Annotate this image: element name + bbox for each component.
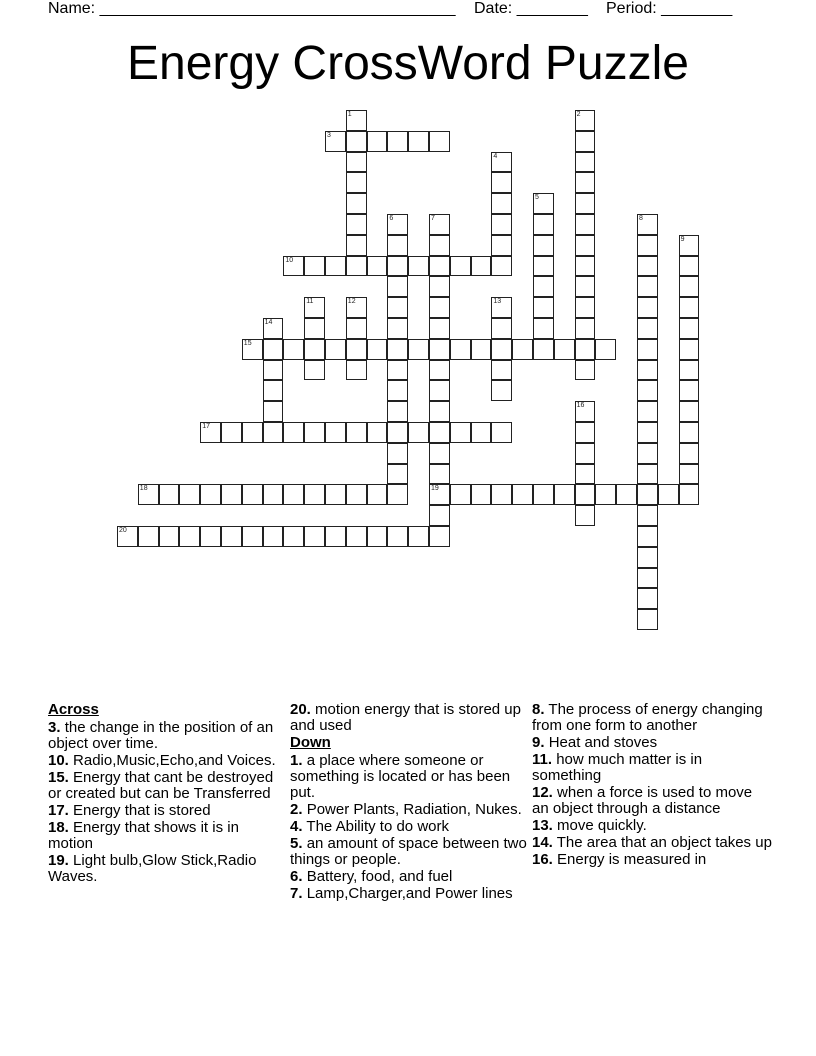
grid-cell[interactable] [283,526,304,547]
grid-cell[interactable] [408,131,429,152]
grid-cell[interactable] [387,526,408,547]
grid-cell[interactable] [138,526,159,547]
grid-cell[interactable] [304,484,325,505]
grid-cell[interactable] [263,401,284,422]
cell-number: 19 [431,485,439,493]
grid-cell[interactable] [637,214,658,235]
down-heading: Down [290,734,331,751]
grid-cell[interactable] [595,484,616,505]
page-title: Energy CrossWord Puzzle [127,37,689,90]
grid-cell[interactable] [491,339,512,360]
clue-across-19: 19. Light bulb,Glow Stick,Radio Waves. [48,852,257,885]
grid-cell[interactable] [637,380,658,401]
clue-across-10: 10. Radio,Music,Echo,and Voices. [48,752,276,769]
grid-cell[interactable] [429,422,450,443]
cell-number: 18 [139,485,148,493]
grid-cell[interactable] [179,484,200,505]
grid-cell[interactable] [491,380,512,401]
cell-number: 2 [576,111,581,118]
grid-cell[interactable] [367,131,388,152]
grid-cell[interactable] [533,339,554,360]
grid-cell[interactable] [325,131,346,152]
clue-column-2 [290,702,530,903]
grid-cell[interactable] [658,484,679,505]
grid-cell[interactable] [429,131,450,152]
grid-cell[interactable] [159,484,180,505]
grid-cell[interactable] [408,339,429,360]
grid-cell[interactable] [346,214,367,235]
grid-cell[interactable] [304,422,325,443]
grid-cell[interactable] [679,235,700,256]
grid-cell[interactable] [533,318,554,339]
grid-cell[interactable] [575,443,596,464]
grid-cell[interactable] [242,422,263,443]
grid-cell[interactable] [304,339,325,360]
clue-down-14: 14. The area that an object takes up [532,834,772,851]
grid-cell[interactable] [159,526,180,547]
clue-down-1: 1. a place where someone or something is located or has been put. [290,752,511,801]
grid-cell[interactable] [679,380,700,401]
grid-cell[interactable] [637,505,658,526]
cell-number: 16 [576,402,585,410]
grid-cell[interactable] [637,401,658,422]
grid-cell[interactable] [408,422,429,443]
clue-down-7: 7. Lamp,Charger,and Power lines [290,885,513,902]
grid-cell[interactable] [387,276,408,297]
grid-cell[interactable] [387,484,408,505]
grid-cell[interactable] [263,526,284,547]
grid-cell[interactable] [408,256,429,277]
cell-number: 14 [264,319,273,326]
grid-cell[interactable] [679,339,700,360]
grid-cell[interactable] [346,484,367,505]
grid-cell[interactable] [387,464,408,485]
grid-cell[interactable] [429,464,450,485]
grid-cell[interactable] [637,235,658,256]
clue-column-3 [532,702,772,869]
grid-cell[interactable] [575,235,596,256]
grid-cell[interactable] [346,422,367,443]
grid-cell[interactable] [346,110,367,131]
cell-number: 10 [285,256,294,264]
grid-cell[interactable] [367,422,388,443]
grid-cell[interactable] [429,401,450,422]
grid-cell[interactable] [533,235,554,256]
clue-across-18: 18. Energy that shows it is in motion [48,819,239,852]
grid-cell[interactable] [512,484,533,505]
grid-cell[interactable] [533,297,554,318]
grid-cell[interactable] [679,360,700,381]
grid-cell[interactable] [679,318,700,339]
grid-cell[interactable] [387,235,408,256]
grid-cell[interactable] [533,193,554,214]
grid-cell[interactable] [450,256,471,277]
clue-down-13: 13. move quickly. [532,817,647,834]
grid-cell[interactable] [575,360,596,381]
grid-cell[interactable] [408,526,429,547]
grid-cell[interactable] [637,276,658,297]
grid-cell[interactable] [491,422,512,443]
name-field[interactable]: Name: ________________________________________ [48,0,456,17]
grid-cell[interactable] [346,256,367,277]
grid-cell[interactable] [346,318,367,339]
cell-number: 20 [119,527,127,534]
clue-down-5: 5. an amount of space between two things or people. [290,835,527,868]
date-field[interactable]: Date: ________ [474,0,588,17]
across-heading: Across [48,701,99,718]
grid-cell[interactable] [429,360,450,381]
grid-cell[interactable] [637,297,658,318]
grid-cell[interactable] [491,152,512,173]
grid-cell[interactable] [491,297,512,318]
grid-cell[interactable] [429,443,450,464]
grid-cell[interactable] [346,235,367,256]
grid-cell[interactable] [637,547,658,568]
grid-cell[interactable] [346,297,367,318]
grid-cell[interactable] [679,484,700,505]
grid-cell[interactable] [346,172,367,193]
grid-cell[interactable] [429,380,450,401]
grid-cell[interactable] [575,256,596,277]
grid-cell[interactable] [575,339,596,360]
grid-cell[interactable] [429,256,450,277]
grid-cell[interactable] [554,339,575,360]
grid-cell[interactable] [637,464,658,485]
grid-cell[interactable] [575,464,596,485]
grid-cell[interactable] [679,276,700,297]
grid-cell[interactable] [637,422,658,443]
grid-cell[interactable] [200,422,221,443]
clue-column-1 [48,702,288,886]
grid-cell[interactable] [450,339,471,360]
grid-cell[interactable] [346,193,367,214]
grid-cell[interactable] [387,297,408,318]
grid-cell[interactable] [429,505,450,526]
grid-cell[interactable] [637,484,658,505]
grid-cell[interactable] [471,484,492,505]
grid-cell[interactable] [346,526,367,547]
grid-cell[interactable] [575,484,596,505]
grid-cell[interactable] [304,297,325,318]
grid-cell[interactable] [429,318,450,339]
grid-cell[interactable] [387,422,408,443]
clue-across-15: 15. Energy that cant be destroyed or created but can be Transferred [48,769,274,802]
grid-cell[interactable] [242,526,263,547]
grid-cell[interactable] [491,214,512,235]
grid-cell[interactable] [429,339,450,360]
grid-cell[interactable] [283,422,304,443]
grid-cell[interactable] [679,401,700,422]
clue-down-8: 8. The process of energy changing from one form to another [532,701,763,734]
grid-cell[interactable] [575,193,596,214]
grid-cell[interactable] [637,256,658,277]
grid-cell[interactable] [283,484,304,505]
clue-down-12: 12. when a force is used to move an object through a distance [532,784,753,817]
cell-number: 11 [306,298,314,306]
grid-cell[interactable] [263,318,284,339]
grid-cell[interactable] [679,443,700,464]
grid-cell[interactable] [637,526,658,547]
grid-cell[interactable] [304,360,325,381]
grid-cell[interactable] [387,318,408,339]
cell-number: 17 [202,423,210,430]
grid-cell[interactable] [263,380,284,401]
grid-cell[interactable] [304,526,325,547]
clue-across-17: 17. Energy that is stored [48,802,211,819]
grid-cell[interactable] [138,484,159,505]
grid-cell[interactable] [637,339,658,360]
grid-cell[interactable] [575,276,596,297]
grid-cell[interactable] [221,484,242,505]
grid-cell[interactable] [491,256,512,277]
grid-cell[interactable] [575,131,596,152]
grid-cell[interactable] [221,422,242,443]
grid-cell[interactable] [346,152,367,173]
grid-cell[interactable] [325,526,346,547]
grid-cell[interactable] [263,422,284,443]
clue-down-2: 2. Power Plants, Radiation, Nukes. [290,801,522,818]
grid-cell[interactable] [387,339,408,360]
grid-cell[interactable] [575,505,596,526]
grid-cell[interactable] [387,214,408,235]
grid-cell[interactable] [554,484,575,505]
clue-down-6: 6. Battery, food, and fuel [290,868,453,885]
grid-cell[interactable] [491,318,512,339]
grid-cell[interactable] [471,422,492,443]
cell-number: 13 [493,298,502,306]
grid-cell[interactable] [263,339,284,360]
grid-cell[interactable] [242,484,263,505]
period-field[interactable]: Period: ________ [606,0,733,17]
grid-cell[interactable] [367,526,388,547]
grid-cell[interactable] [304,256,325,277]
grid-cell[interactable] [533,256,554,277]
grid-cell[interactable] [450,484,471,505]
grid-cell[interactable] [179,526,200,547]
cell-number: 4 [493,152,498,160]
grid-cell[interactable] [283,339,304,360]
grid-cell[interactable] [387,443,408,464]
grid-cell[interactable] [471,339,492,360]
grid-cell[interactable] [346,339,367,360]
grid-cell[interactable] [367,484,388,505]
grid-cell[interactable] [533,276,554,297]
grid-cell[interactable] [387,360,408,381]
grid-cell[interactable] [263,360,284,381]
cell-number: 15 [243,339,252,347]
grid-cell[interactable] [637,568,658,589]
grid-cell[interactable] [429,235,450,256]
grid-cell[interactable] [325,484,346,505]
grid-cell[interactable] [575,401,596,422]
grid-cell[interactable] [429,297,450,318]
grid-cell[interactable] [367,339,388,360]
grid-cell[interactable] [387,380,408,401]
grid-cell[interactable] [387,131,408,152]
grid-cell[interactable] [200,526,221,547]
grid-cell[interactable] [575,110,596,131]
grid-cell[interactable] [575,422,596,443]
grid-cell[interactable] [637,588,658,609]
grid-cell[interactable] [575,297,596,318]
grid-cell[interactable] [637,443,658,464]
grid-cell[interactable] [283,256,304,277]
grid-cell[interactable] [512,339,533,360]
grid-cell[interactable] [637,318,658,339]
grid-cell[interactable] [429,276,450,297]
grid-cell[interactable] [491,484,512,505]
cell-number: 6 [389,215,394,222]
grid-cell[interactable] [679,297,700,318]
grid-cell[interactable] [387,401,408,422]
grid-cell[interactable] [595,339,616,360]
grid-cell[interactable] [263,484,284,505]
cell-number: 12 [347,298,356,306]
grid-cell[interactable] [325,422,346,443]
grid-cell[interactable] [637,360,658,381]
grid-cell[interactable] [575,318,596,339]
grid-cell[interactable] [533,484,554,505]
clue-down-9: 9. Heat and stoves [532,734,658,751]
grid-cell[interactable] [533,214,554,235]
grid-cell[interactable] [491,172,512,193]
grid-cell[interactable] [575,214,596,235]
cell-number: 1 [347,111,352,118]
grid-cell[interactable] [325,256,346,277]
grid-cell[interactable] [117,526,138,547]
cell-number: 8 [639,215,643,222]
clue-down-16: 16. Energy is measured in [532,851,707,868]
grid-cell[interactable] [325,339,346,360]
grid-cell[interactable] [491,360,512,381]
grid-cell[interactable] [575,172,596,193]
grid-cell[interactable] [304,318,325,339]
grid-cell[interactable] [429,484,450,505]
grid-cell[interactable] [367,256,388,277]
cell-number: 9 [680,235,685,243]
clue-across-3: 3. the change in the position of an object over time. [48,719,274,752]
clue-across-20: 20. motion energy that is stored up and used [290,701,521,734]
grid-cell[interactable] [679,422,700,443]
grid-cell[interactable] [491,193,512,214]
grid-cell[interactable] [429,214,450,235]
grid-cell[interactable] [637,609,658,630]
grid-cell[interactable] [679,464,700,485]
clue-down-4: 4. The Ability to do work [290,818,449,835]
grid-cell[interactable] [429,526,450,547]
cell-number: 3 [327,131,331,139]
grid-cell[interactable] [221,526,242,547]
cell-number: 7 [431,215,435,222]
grid-cell[interactable] [471,256,492,277]
clue-down-11: 11. how much matter is in something [532,751,703,784]
grid-cell[interactable] [575,152,596,173]
grid-cell[interactable] [450,422,471,443]
grid-cell[interactable] [679,256,700,277]
grid-cell[interactable] [387,256,408,277]
grid-cell[interactable] [616,484,637,505]
grid-cell[interactable] [346,360,367,381]
grid-cell[interactable] [200,484,221,505]
grid-cell[interactable] [242,339,263,360]
grid-cell[interactable] [491,235,512,256]
cell-number: 5 [535,194,539,202]
grid-cell[interactable] [346,131,367,152]
